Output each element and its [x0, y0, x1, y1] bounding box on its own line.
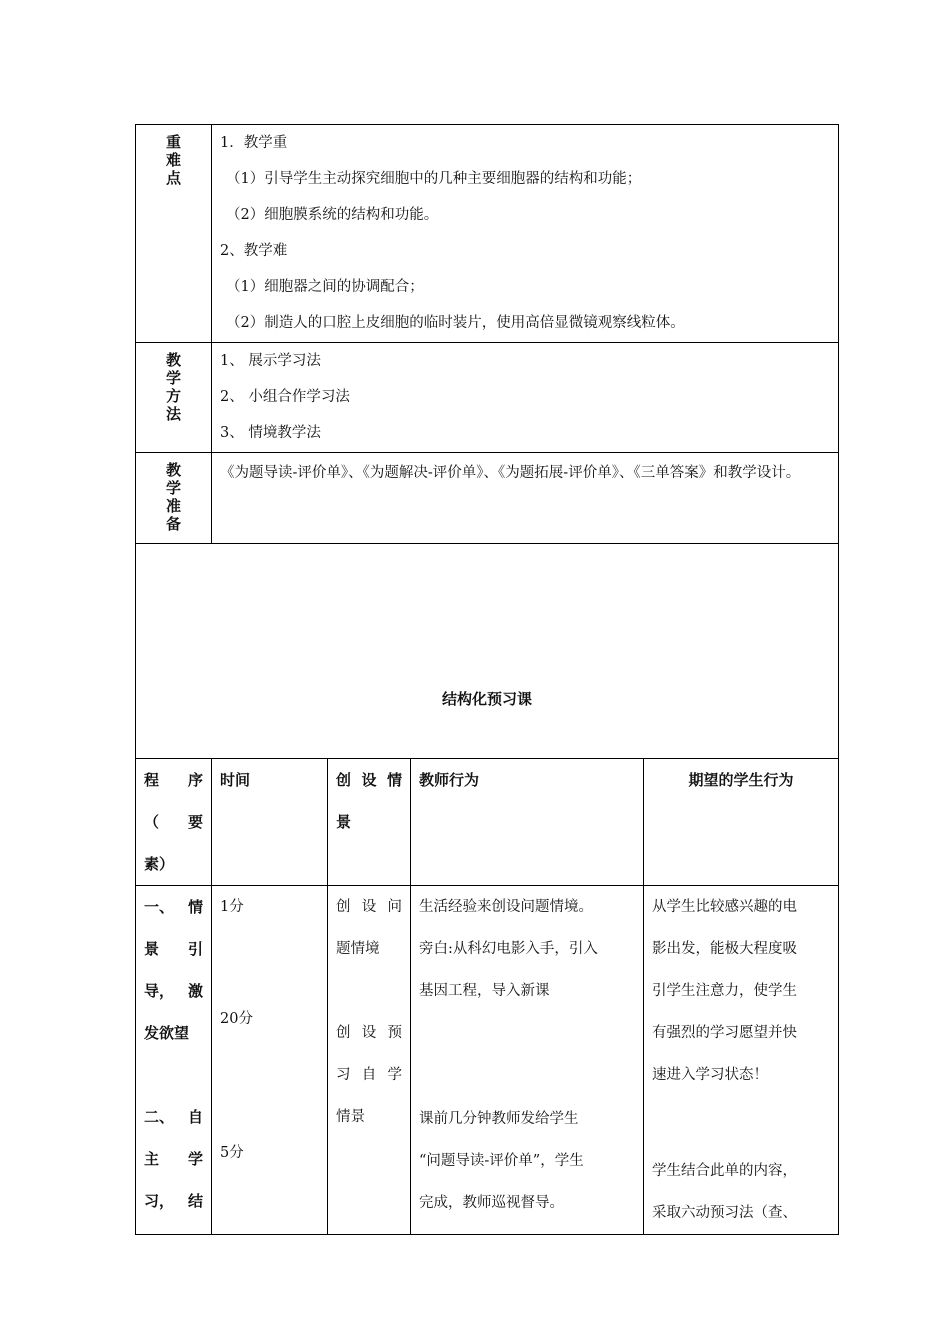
difficulty-line: 1．教学重 — [220, 135, 288, 151]
lesson-plan-table — [135, 124, 839, 759]
header-scene: 创 设 情 景 — [328, 759, 411, 886]
header-teacher: 教师行为 — [411, 759, 644, 886]
difficulty-line: 2、教学难 — [220, 243, 288, 259]
method-item: 2、 小组合作学习法 — [220, 389, 350, 405]
difficulty-line: （2）细胞膜系统的结构和功能。 — [226, 207, 439, 223]
preparation-text: 《为题导读-评价单》、《为题解决-评价单》、《为题拓展-评价单》、《三单答案》和教学设计。 — [220, 465, 801, 481]
preparation-label: 教 学 准 备 — [165, 461, 181, 533]
methods-label-cell — [136, 343, 212, 453]
stage-row — [136, 886, 839, 1235]
methods-label: 教 学 方 法 — [165, 351, 181, 423]
header-procedure: 程 序 （ 要 素） — [136, 759, 212, 886]
time-value: 20分 — [220, 1011, 253, 1027]
method-item: 1、 展示学习法 — [220, 353, 321, 369]
header-student: 期望的学生行为 — [644, 759, 839, 886]
header-time: 时间 — [212, 759, 328, 886]
stage-cell: 一、 情 景 引 导， 激 发欲望 二、 自 主 学 习， 结 — [136, 886, 212, 1235]
header-row — [136, 759, 839, 886]
difficulty-line: （1）引导学生主动探究细胞中的几种主要细胞器的结构和功能； — [226, 171, 642, 187]
difficulty-line: （2）制造人的口腔上皮细胞的临时装片，使用高倍显微镜观察线粒体。 — [226, 315, 685, 331]
difficulty-line: （1）细胞器之间的协调配合； — [226, 279, 424, 295]
scene-cell: 创 设 问 题情境 创 设 预 习 自 学 情景 — [328, 886, 411, 1235]
time-value: 5分 — [220, 1145, 244, 1161]
difficulty-content — [212, 125, 839, 343]
time-cell — [212, 886, 328, 1235]
difficulty-label-cell — [136, 125, 212, 343]
student-cell: 从学生比较感兴趣的电 影出发，能极大程度吸 引学生注意力，使学生 有强烈的学习愿望并快 速进入学习状态！ 学生结合此单的内容， 采取六动预习法（查、 — [644, 886, 839, 1235]
methods-content — [212, 343, 839, 453]
method-item: 3、 情境教学法 — [220, 425, 321, 441]
section-title: 结构化预习课 — [441, 690, 532, 708]
difficulty-label: 重 难 点 — [165, 133, 181, 187]
time-value: 1分 — [220, 899, 244, 915]
procedure-table — [135, 758, 839, 1235]
preparation-content — [212, 453, 839, 544]
teacher-cell: 生活经验来创设问题情境。 旁白:从科幻电影入手，引入 基因工程，导入新课 课前几分钟教师发给学生 “问题导读-评价单”，学生 完成，教师巡视督导。 — [411, 886, 644, 1235]
section-title-cell — [136, 544, 839, 759]
preparation-label-cell — [136, 453, 212, 544]
